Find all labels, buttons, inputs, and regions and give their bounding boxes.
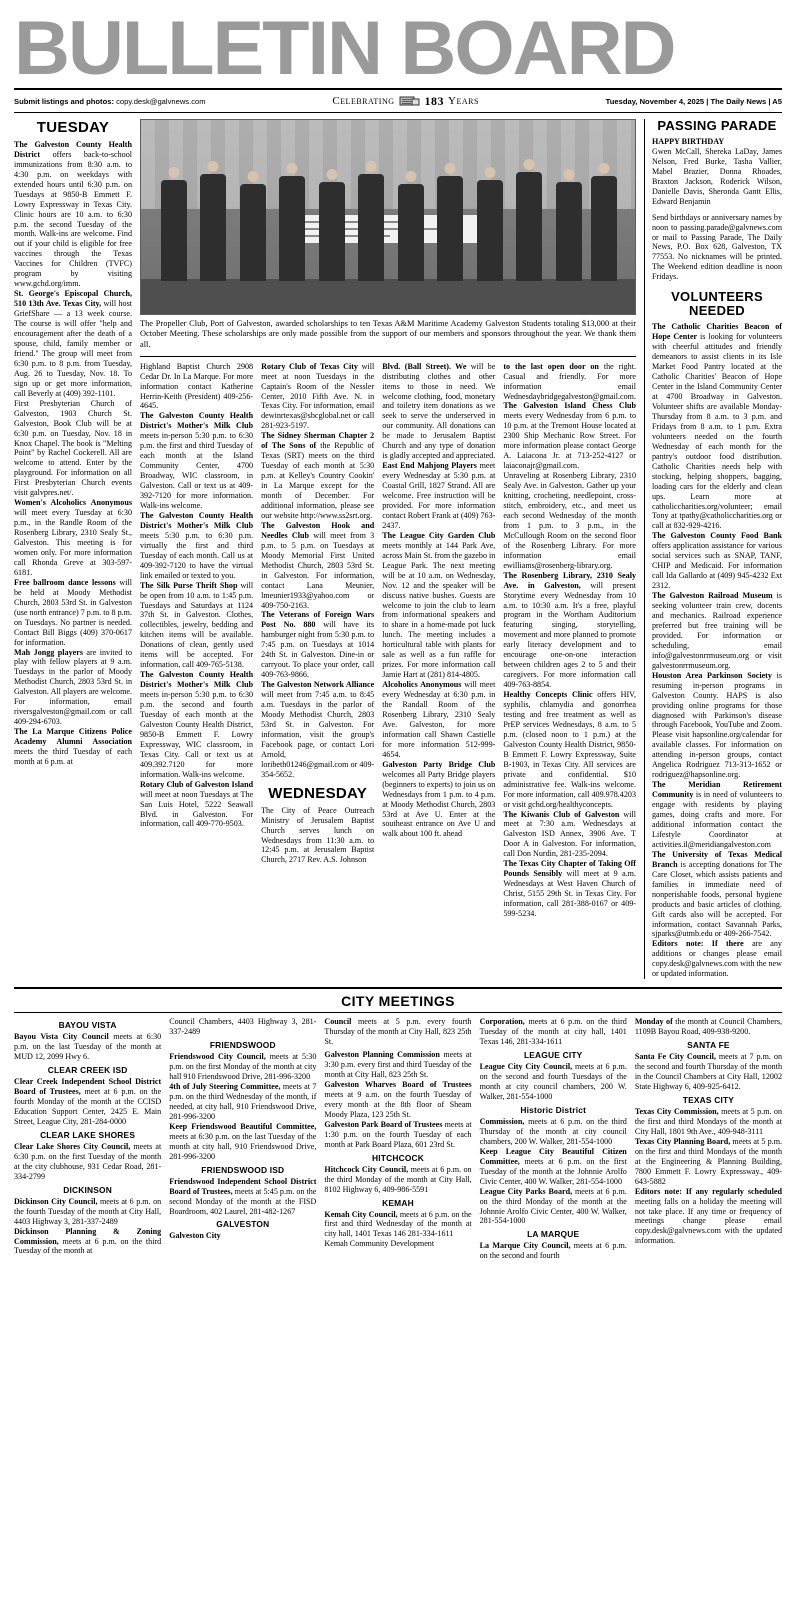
listing: The Rosenberg Library, 2310 Sealy Ave. in Galveston, will present Storytime every Wednesday from 10 a.m. to 10:30 a.m. It's a free, playful program in the Wortham Auditorium featuring singing, storytelling, movement and more planned to promote early literacy development and to encourage one-on-one interaction between children ages 2 to 5 and their caregivers. For more information call 409-763-8854. [503, 570, 636, 690]
meeting-listing: Galveston Park Board of Trustees meets at 1:30 p.m. on the fourth Tuesday of each month at Park Board Plaza, 601 23rd St. [324, 1119, 472, 1149]
happy-birthday-heading: HAPPY BIRTHDAY [652, 136, 725, 146]
issue-date-page: Tuesday, November 4, 2025 | The Daily News | A5 [605, 96, 782, 106]
meeting-listing: Keep Friendswood Beautiful Committee, meets at 6:30 p.m. on the last Tuesday of the month at city hall, 910 Friendswood Drive, 281-996-3200 [169, 1121, 317, 1161]
listing: Blvd. (Ball Street). We will be distributing clothes and other items to those in need. We welcome clothing, food, monetary and toiletry item donations as we seek to serve the underserved in our community. All donations can be made to Jerusalem Baptist Church and any type of donation is gladly accepted and appreciated. [382, 361, 496, 461]
listing: Unraveling at Rosenberg Library, 2310 Sealy Ave. in Galveston. Gather up your knitting, crocheting, needlepoint, cross-stitch, embroidery, etc., and meet us each second Wednesday of the month from 1 p.m. to 3 p.m., in the McCullough Room on the second floor of the Rosenberg Library. For more information email ewilliams@rosenberg-library.org. [503, 471, 636, 570]
meeting-listing: Kemah Community Development [324, 1239, 435, 1249]
meeting-listing: Galveston Wharves Board of Trustees meets at 9 a.m. on the fourth Tuesday of every month at the 8th floor of Sheam Moody Plaza, 123 25th St. [324, 1079, 472, 1119]
listing: The Galveston Network Alliance will meet from 7:45 a.m. to 8:45 a.m. Tuesdays in the parlor of Moody Methodist Church, 2803 53rd St. in Galveston. For information, visit the group's Facebook page, or contact Lori Arnold, loribeth01246@gmail.com or 409-354-5652. [261, 680, 375, 779]
meeting-listing: Bayou Vista City Council meets at 6:30 p.m. on the last Tuesday of the month at MUD 12, 2099 Hwy 6. [14, 1032, 162, 1062]
right-rail [644, 119, 782, 979]
meeting-listing: Texas City Planning Board, meets at 5 p.m. on the first and third Mondays of the month at the Engineering & Planning Building, 7800 Emmett F. Lowry Expressway., 409-643-5882 [634, 1136, 783, 1186]
listing: Rotary Club of Texas City will meet at noon Tuesdays in the Captain's Room of the Nessler Center, 2010 Fifth Ave. N. in Texas City. For information, email dewinrtexas@sbcglobal.net or call 281-923-5197. [261, 361, 375, 431]
listing: The Sidney Sherman Chapter 2 of The Sons of the Republic of Texas (SRT) meets on the third Tuesday of each month at 5:30 p.m. at Kelley's Country Cookin' in La Marque except for the month of December. For additional information, please see our website http://www.ss2srt.org. [261, 431, 375, 520]
listing: The League City Garden Club meets monthly at 144 Park Ave, across Main St. from the gazebo in League Park. The next meeting will be at 10 a.m. on Wednesday, Nov. 12 and the speaker will be discuss native bushes. Guests are welcome to join the club to learn from informational speakers and to share in a home-made pot luck lunch. The meeting includes a horticultural table with plants for sale as well as a fun raffle for prizes. For more information call Jamie Hart at (281) 814-4805. [382, 530, 496, 680]
anniversary-banner [332, 94, 479, 109]
birthday-names: Gwen McCall, Shereka LaDay, James Nelson, Fred Burke, Tasha Vallier, Mabel Brazier, Donna Rhoades, Braxton Jackson, Roderick Wilson, Danielle Davis, Sheronda Gantt Ellis, Edward Benjamin [652, 146, 782, 206]
city-heading: CLEAR CREEK ISD [47, 1065, 128, 1076]
listing: Women's Alcoholics Anonymous will meet every Tuesday at 6:30 p.m., in the Randle Room of the Rosenberg Library, 2310 Sealy St., Galveston. This meeting is for women only. For more information call Rhonda Greve at 303-597-6181. [14, 498, 132, 577]
submit-label-text: Submit listings and photos: [14, 96, 114, 106]
city-meetings-col-4 [480, 1017, 627, 1261]
listing: Highland Baptist Church 2908 Cedar Dr. In La Marque. For more information contact Katherine Herrin-Keith (President) 409-256-4645. [140, 361, 254, 411]
meeting-listing: 4th of July Steering Committee, meets at 7 p.m. on the third Wednesday of the month, if needed, at city hall, 910 Friendswood Drive, 281-996-3200 [169, 1082, 317, 1121]
meeting-listing: Santa Fe City Council, meets at 7 p.m. on the second and fourth Thursday of the month in the Council Chambers at City Hall, 12002 State Highway 6, 409-925-6412. [634, 1052, 783, 1092]
listing: The Galveston County Health District's Mother's Milk Club meets 5:30 p.m. to 6:30 p.m. virtually the first and third Tuesday of each month. Call us at 409-392-7120 to have the virtual link emailed or texted to you. [140, 510, 254, 580]
submit-bar [14, 90, 782, 113]
listing: The City of Peace Outreach Ministry of Jerusalem Baptist Church serves lunch on Wednesdays from 11:30 a.m. to 12:45 p.m. at Jerusalem Baptist Church, 2717 Rev. A.S. Johnson [261, 805, 375, 865]
photo-block [140, 119, 636, 357]
meeting-listing: Keep League City Beautiful Citizen Committee, meets at 6 p.m. on the first Tuesday of the month at the Johnnie Arolfo Civic Center, 400 W. Walker, 281-554-1000 [479, 1146, 627, 1186]
listing: The Silk Purse Thrift Shop will be open from 10 a.m. to 1:45 p.m. Tuesdays and Saturdays at 1124 37th St. in Galveston. Clothes, collectibles, jewelry, bedding and kitchen items will be available. Donations of clean, gently used items will be accepted. For information, call 409-765-5138. [140, 580, 254, 670]
meeting-listing: Galveston Planning Commission meets at 3:30 p.m. every first and third Tuesday of the month at City Hall, 823 25th St. [324, 1050, 472, 1080]
volunteer-listing: The University of Texas Medical Branch is accepting donations for The Care Closet, which assists patients and families in immediate need of nonperishable foods, personal hygiene products and basic articles of clothing. Gift cards also will be accepted. For information, contact Savannah Parks, sjparks@utmb.edu or 409-266-7542. [652, 849, 782, 939]
listing: Free ballroom dance lessons will be held at Moody Methodist Church, 2803 53rd St. in Galveston (use north entrance) 7 p.m. to 8 p.m. on Tuesdays. No partner is needed. Contact Bill Biggs (409) 370-0617 for information. [14, 577, 133, 647]
section-heading-city-meetings: CITY MEETINGS [14, 993, 782, 1013]
meeting-listing: La Marque City Council, meets at 6 p.m. on the second and fourth [479, 1241, 627, 1261]
city-heading: GALVESTON [216, 1219, 270, 1230]
meeting-listing: Hitchcock City Council, meets at 6 p.m. on the third Monday of the month at City Hall, 8102 Highway 6, 409-986-5591 [324, 1164, 472, 1194]
city-meetings-col-3 [324, 1017, 471, 1261]
meeting-listing: League City City Council, meets at 6 p.m. on the second and fourth Tuesdays of the month at city council chambers, 200 W. Walker, 281-554-1000 [479, 1062, 627, 1101]
volunteer-listing: Houston Area Parkinson Society is resuming in-person programs in Galveston County. HAPS is also providing online programs for those diagnosed with Parkinson's disease through Facebook, YouTube and Zoom. Please visit hapsonline.org/calendar for available classes. For information on attending in-person groups, contact Angelica Rodriguez 713-313-1652 or rodriguez@hapsonline.org. [652, 670, 782, 780]
listing: The La Marque Citizens Police Academy Alumni Association meets the third Tuesday of each month at 6 p.m. at [14, 727, 132, 766]
listing: East End Mahjong Players meet every Wednesday at 5:30 p.m. at Coastal Grill, 1827 Strand. All are welcome. Free instruction will be provided. For more information contact Robert Frank at (409) 763-2437. [382, 461, 496, 530]
city-heading: SANTA FE [687, 1040, 730, 1051]
meeting-listing: Clear Creek Independent School District Board of Trustees, meet at 6 p.m. on the fourth Monday of the month at the CCISD Education Support Center, 2425 E. Main Street, League City, 281-284-0000 [14, 1077, 162, 1126]
listing: to the last open door on the right. Casual and friendly. For more information email Wednesdaybridgegalveston@gmail.com. [503, 361, 636, 401]
city-heading: FRIENDSWOOD [209, 1040, 276, 1051]
city-heading: DICKINSON [63, 1184, 112, 1195]
section-heading-tuesday: TUESDAY [36, 118, 110, 136]
listing: Healthy Concepts Clinic offers HIV, syphilis, chlamydia and gonorrhea testing and free treatment as well as PrEP services Wednesdays, 8 a.m. to 5 p.m. (closed noon to 1 p.m.) at the Galveston County Health District, 9850-B Emmett F. Lowry Expressway, Suite B-1903, in Texas City. All services are private and confidential. $10 administrative fee. Walk-ins welcome. For more information, call 409.978.4203 or visit gchd.org/healthyconcepts. [503, 690, 636, 809]
volunteer-listing: The Galveston Railroad Museum is seeking volunteer train crew, docents and mechanics. Railroad experience preferred but free training will be provided. For information or scheduling, email info@galvestonrrmuseum.org or visit galvestonrrmuseum.org. [652, 591, 782, 670]
city-meetings-col-5 [635, 1017, 782, 1261]
listing: The Galveston Island Chess Club meets every Wednesday from 6 p.m. to 10 p.m. at the Tremont House located at 2300 Ship Mechanic Row Street. For more information please contact George A. Laiacona Jr. at 713-252-4127 or laiaconajr@gmail.com. [503, 401, 636, 471]
tuesday-column-3 [261, 362, 374, 919]
listing: The Galveston County Health District offers back-to-school immunizations from 8:30 a.m. to 4:30 p.m. on weekdays with extended hours until 6:30 p.m. on Tuesdays at 9850-B Emmett F. Lowry Expressway in Texas City. Clinic hours are 10 a.m. to 6:30 p.m. the second Tuesday of the month. Walk-ins are welcome. Find out if your child is eligible for free vaccines through the Texas Vaccines for Children (TVFC) program by visiting www.gchd.org/imm. [14, 139, 132, 289]
listing: Galveston Party Bridge Club welcomes all Party Bridge players (beginners to experts) to join us on Wednesdays from 1 p.m. to 4 p.m. at Moody Methodist Church, 2803 53rd at Ave U. Enter at the southeast entrance on Ave U and walk about 100 ft. ahead [382, 759, 496, 839]
years-word: Years [448, 95, 479, 108]
meeting-listing: Editors note: If any regularly scheduled meeting falls on a holiday the meeting will not take place. If any time or frequency of meetings change please email copy.desk@galvnews.com with the updated information. [634, 1186, 783, 1246]
listing: The Kiwanis Club of Galveston will meet at 7:30 a.m. Wednesdays at Galveston ISD Annex, 3906 Ave. T Door A in Galveston. For information, call Don Nurdin, 281-235-2094. [503, 809, 636, 859]
page-masthead-title: BULLETIN BOARD [14, 6, 675, 91]
section-heading-passing-parade: PASSING PARADE [657, 117, 777, 133]
listing: The Galveston Hook and Needles Club will meet from 3 p.m. to 5 p.m. on Tuesdays at Moody Memorial First United Methodist Church, 2803 53rd St. in Galveston. For information, contact Lana Meunier, lmeunier1933@yahoo.com or 409-750-2163. [261, 520, 375, 610]
listing: Rotary Club of Galveston Island will meet at noon Tuesdays at The San Luis Hotel, 5222 Seawall Blvd. in Galveston. For information, call 409-770-9503. [140, 779, 254, 829]
tuesday-col1-body [14, 140, 132, 767]
meeting-listing: League City Parks Board, meets at 6 p.m. on the third Monday of the month at the Johnnie Arolfo Civic Center, 400 W. Walker, 281-554-1000 [479, 1186, 627, 1226]
city-heading: TEXAS CITY [682, 1094, 735, 1105]
submit-email[interactable]: copy.desk@galvnews.com [116, 96, 206, 106]
passing-parade-note: Send birthdays or anniversary names by noon to passing.parade@galvnews.com or mail to Passing Parade, The Daily News, P.O. Box 628, Galveston, TX 77553. No nicknames will be printed. The Weekend edition deadline is noon Fridays. [652, 212, 782, 282]
tuesday-column-5 [503, 362, 636, 919]
meeting-listing: Corporation, meets at 6 p.m. on the third Tuesday of the month at city hall, 1401 Texas 146, 281-334-1611 [479, 1017, 627, 1047]
city-meetings-col-1 [14, 1017, 161, 1261]
listing: The Galveston County Health District's Mother's Milk Club meets in-person 5:30 p.m. to 6:30 p.m. the first and third Tuesday of each month at the Island Community Center, 4700 Broadway, WIC classroom, in Galveston. Call or text us at 409-392-7120 for more information. Walk-ins welcome. [140, 411, 254, 510]
volunteer-listing: The Galveston County Food Bank offers application assistance for various social services such as SNAP, TANF, CHIP and Medicaid. For information call Ida Gallardo at (409) 945-4232 Ext 2312. [652, 531, 782, 591]
city-heading: LA MARQUE [527, 1229, 580, 1240]
city-heading: BAYOU VISTA [58, 1020, 117, 1031]
celebrating-label: Celebrating [332, 95, 395, 108]
city-meetings-col-2 [169, 1017, 316, 1261]
listing: St. George's Episcopal Church, 510 13th Ave. Texas City, will host GriefShare — a 13 week course. The course is will offer "help and encouragement after the death of a spouse, child, family member or friend." The group will meet from 6:30 p.m. to 8 p.m. from Tuesday, Aug. 26 to Tuesday, Nov. 18. To sign up or get more information, call Beverly at (409) 392-1101. [14, 289, 132, 398]
passing-parade-section [652, 119, 782, 282]
listing: Alcoholics Anonymous will meet every Wednesday at 6:30 p.m. in the Randall Room of the Rosenberg Library, 2310 Sealy Ave. Galveston, for more information call Shawn Castielle for more information 512-999-4654. [382, 680, 496, 759]
listing: The Galveston County Health District's Mother's Milk Club meets in-person 5:30 p.m. to 6:30 p.m. the second and fourth Tuesday of each month at the Galveston County Health District, 9850-B Emmett F. Lowry Expressway, WIC classroom, in Texas City. Call or text us at 409.392.7120 for more information. Walk-ins welcome. [140, 670, 254, 779]
main-content [140, 119, 636, 979]
meeting-listing: Galveston City [169, 1231, 221, 1241]
meeting-listing: Clear Lake Shores City Council, meets at 6:30 p.m. on the first Tuesday of the month at the city clubhouse, 931 Cedar Road, 281-334-2799 [14, 1141, 162, 1181]
city-heading: CLEAR LAKE SHORES [40, 1129, 136, 1140]
meeting-listing: Friendswood City Council, meets at 5:30 p.m. on the first Monday of the month at city hall 910 Friendswood Drive, 281-996-3200 [169, 1052, 317, 1082]
meeting-listing: Council Chambers, 4403 Highway 3, 281-337-2489 [169, 1017, 317, 1037]
city-meetings-section [14, 987, 782, 1261]
section-heading-volunteers: VOLUNTEERS NEEDED [671, 289, 763, 319]
meeting-listing: Dickinson City Council, meets at 6 p.m. on the fourth Tuesday of the month at City Hall, 4403 Highway 3, 281-337-2489 [14, 1196, 162, 1226]
listing: First Presbyterian Church of Galveston, 1903 Church St. Galveston, Book Club will be at 6:30 p.m. on Tuesday, Nov. 18 in Knox Chapel. The book is "Melting Point" by Rachel Cockerell. All are welcome to attend. Enter by the playground. For information on all First Presbyterian Church events visit galvpres.net/. [14, 398, 132, 498]
scholarship-group-photo [140, 119, 636, 315]
volunteer-listing: The Catholic Charities Beacon of Hope Center is looking for volunteers with cheerful attitudes and friendly demeanors to assist clients in its Isle Market Food Pantry located at the Catholic Charities' Beacon of Hope Center in the Island Community Center at 4700 Broadway in Galveston. Volunteer shifts are available Monday-Thursday from 8 a.m. to 3 p.m. and Fridays from 8 a.m. to 1 p.m. Extra volunteers needed on the fourth Wednesday of each month for the pantry's outdoor food distribution. Catholic Charities needs help with stocking, helping shoppers, bagging, loading cars for the elderly and clean ups. Learn more at catholiccharities.org/volunteer; email Tony at tpathy@catholiccharities.org or call at 832-929-4216. [652, 322, 782, 531]
anniversary-years: 183 [424, 93, 444, 108]
listing: The Veterans of Foreign Wars Post No. 880 will have its hamburger night from 5:30 p.m. to 7:45 p.m. on Tuesdays at 1014 24th St. in Galveston. Dine-in or carryout. To place your order, call 409-763-9866. [261, 610, 375, 680]
meeting-listing: Texas City Commission, meets at 5 p.m. on the first and third Mondays of the month at City Hall, 1801 9th Ave., 409-948-3111 [634, 1106, 783, 1136]
city-heading: LEAGUE CITY [523, 1050, 583, 1061]
listing: The Texas City Chapter of Taking Off Pounds Sensibly will meet at 9 a.m. Wednesdays at West Haven Church of Christ, 5155 29th St. in Texas City. For information, call 281-388-0167 or 409-599-5234. [503, 859, 636, 919]
listings-grid [140, 362, 636, 919]
city-meetings-grid [14, 1017, 782, 1261]
meeting-listing: Commission, meets at 6 p.m. on the third Thursday of the month at city council chambers, 200 W. Walker, 281-554-1000 [479, 1116, 627, 1146]
meeting-listing: Monday of the month at Council Chambers, 1109B Bayou Road, 409-938-9200. [634, 1017, 783, 1037]
section-heading-wednesday: WEDNESDAY [268, 784, 368, 802]
newspaper-icon [399, 95, 421, 107]
tuesday-column-1 [14, 119, 132, 979]
submit-listings-label [14, 97, 206, 106]
photo-caption: The Propeller Club, Port of Galveston, awarded scholarships to ten Texas A&M Maritime Academy Galveston Students totaling $13,000 at their October Meeting. These scholarships are only made possible from the support of our members and sponsors throughout the year. We thank them all. [140, 315, 636, 357]
city-heading: Historic District [520, 1104, 587, 1115]
volunteers-section [652, 290, 782, 979]
volunteer-listing: Editors note: If there are any additions or changes please email copy.desk@galvnews.com with the new or updated information. [652, 939, 782, 979]
meeting-listing: Council meets at 5 p.m. every fourth Thursday of the month at City Hall, 823 25th St. [324, 1017, 472, 1047]
tuesday-column-4 [382, 362, 495, 919]
city-heading: FRIENDSWOOD ISD [201, 1164, 285, 1175]
meeting-listing: Dickinson Planning & Zoning Commission, meets at 6 p.m. on the third Tuesday of the month at [14, 1226, 162, 1256]
tuesday-column-2 [140, 362, 253, 919]
meeting-listing: Friendswood Independent School District Board of Trustees, meets at 5:45 p.m. on the second Monday of the month at the FISD Boardroom, 402 Laurel, 281-482-1267 [169, 1176, 317, 1216]
top-zone [14, 119, 782, 979]
city-heading: HITCHCOCK [371, 1152, 425, 1163]
meeting-listing: Kemah City Council, meets at 6 p.m. on the first and third Wednesday of the month at city hall, 1401 Texas 146 281-334-1611 [324, 1209, 472, 1239]
listing: Mah Jongg players are invited to play with fellow players at 9 a.m. Tuesdays in the parlor of Moody Methodist Church, 2803 53rd St. in Galveston. All players are welcome. For information, email riversgalveston@gmail.com or call 409-294-6703. [14, 647, 132, 727]
volunteer-listing: The Meridian Retirement Community is in need of volunteers to engage with residents by playing games, doing crafts and more. For additional information contact the Lifestyle Coordinator at activities.il@meridiangalveston.com [652, 780, 782, 849]
city-heading: KEMAH [382, 1197, 414, 1208]
